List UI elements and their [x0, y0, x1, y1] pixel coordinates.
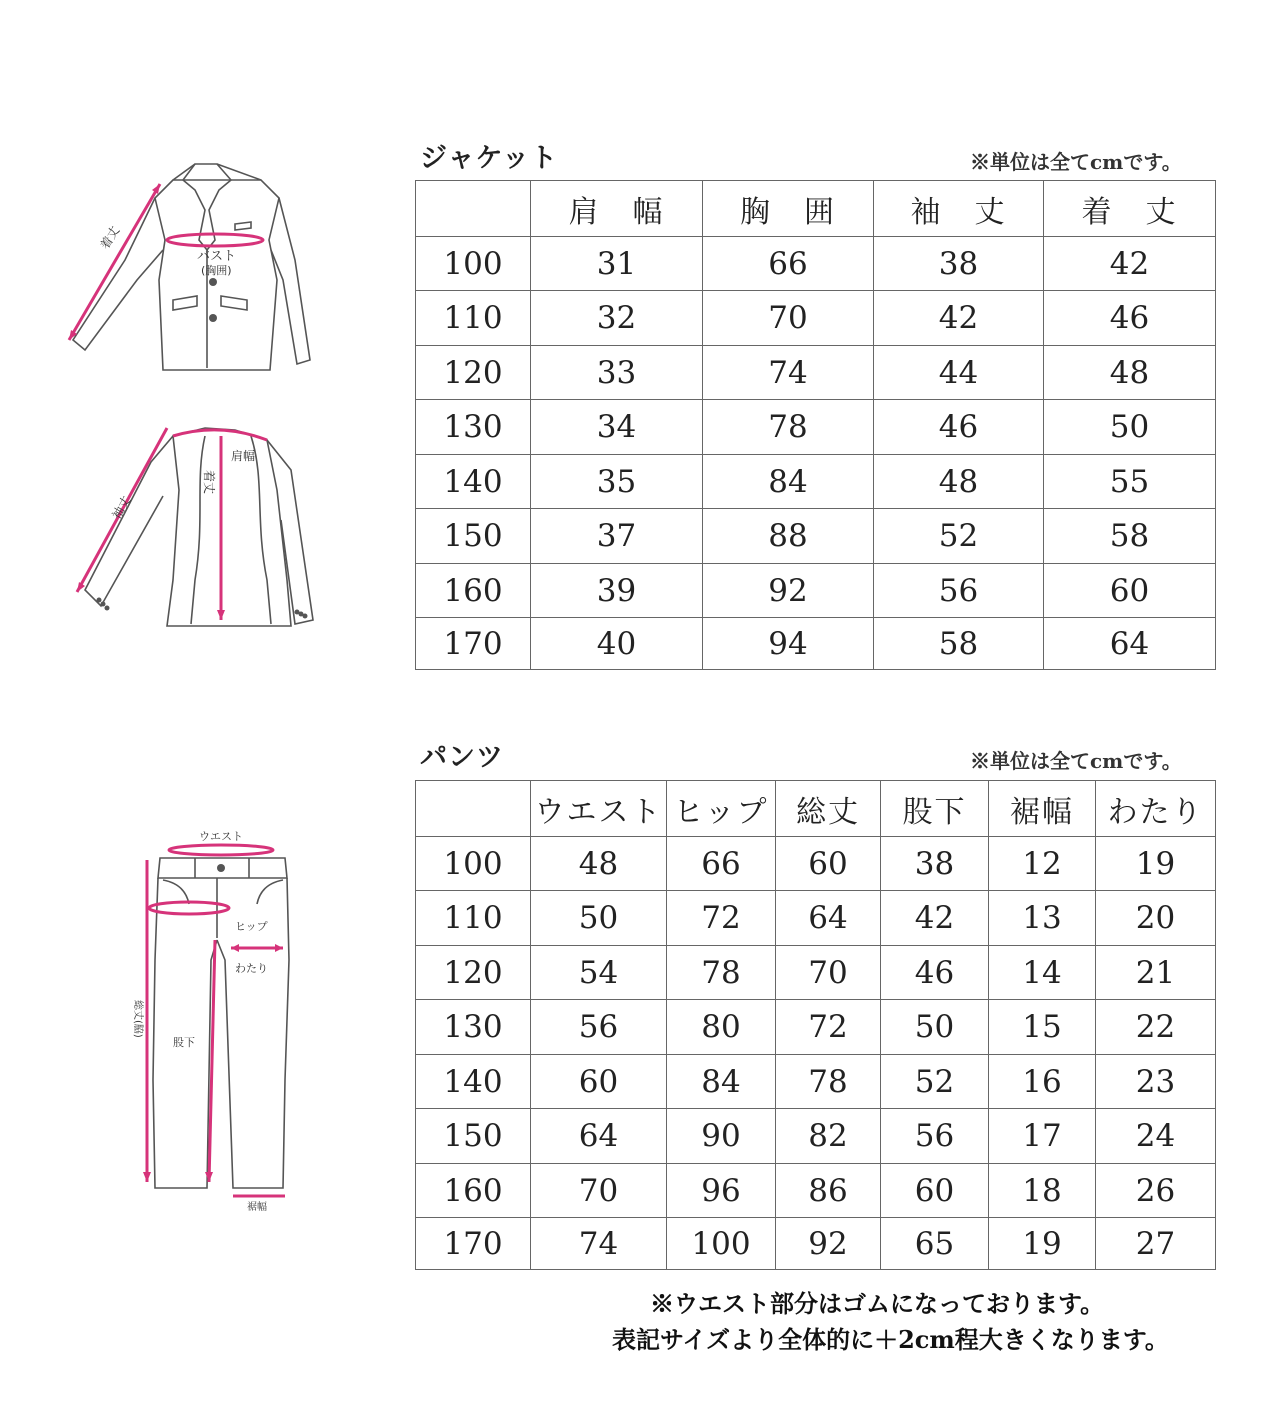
value-cell: 40 — [531, 618, 703, 670]
value-cell: 52 — [881, 1055, 989, 1109]
table-row — [416, 1000, 1216, 1055]
jacket-back-diagram — [55, 400, 325, 640]
value-cell: 19 — [1096, 837, 1216, 891]
table-row — [416, 1055, 1216, 1109]
value-cell: 50 — [881, 1000, 989, 1055]
value-cell: 74 — [531, 1218, 667, 1270]
value-cell: 64 — [531, 1109, 667, 1164]
jacket-unit-note: ※単位は全てcmです。 — [970, 150, 1182, 174]
value-cell: 84 — [703, 455, 874, 509]
value-cell: 24 — [1096, 1109, 1216, 1164]
jacket-title: ジャケット — [420, 143, 559, 174]
table-row — [416, 946, 1216, 1000]
table-row — [416, 237, 1216, 291]
size-cell: 120 — [416, 946, 531, 1000]
value-cell: 46 — [1044, 291, 1216, 346]
jacket-col-header-bust: 胸 囲 — [703, 181, 874, 237]
pants-col-header-total-length: 総丈 — [776, 781, 881, 837]
value-cell: 37 — [531, 509, 703, 564]
value-cell: 31 — [531, 237, 703, 291]
jacket-front-bust-label: バスト — [197, 249, 237, 264]
value-cell: 46 — [881, 946, 989, 1000]
value-cell: 18 — [989, 1164, 1096, 1218]
value-cell: 23 — [1096, 1055, 1216, 1109]
value-cell: 58 — [874, 618, 1044, 670]
pants-col-header-hem: 裾幅 — [989, 781, 1096, 837]
value-cell: 52 — [874, 509, 1044, 564]
jacket-col-header-sleeve: 袖 丈 — [874, 181, 1044, 237]
value-cell: 13 — [989, 891, 1096, 946]
size-cell: 160 — [416, 1164, 531, 1218]
value-cell: 92 — [776, 1218, 881, 1270]
size-cell: 140 — [416, 1055, 531, 1109]
jacket-back-shoulder-label: 肩幅 — [231, 449, 256, 463]
pants-inseam-label: 股下 — [173, 1036, 195, 1049]
value-cell: 14 — [989, 946, 1096, 1000]
pants-unit-note: ※単位は全てcmです。 — [970, 749, 1182, 773]
table-row — [416, 1109, 1216, 1164]
value-cell: 12 — [989, 837, 1096, 891]
table-row — [416, 1218, 1216, 1270]
value-cell: 50 — [531, 891, 667, 946]
value-cell: 48 — [1044, 346, 1216, 400]
value-cell: 32 — [531, 291, 703, 346]
size-cell: 120 — [416, 346, 531, 400]
jacket-header-row — [416, 181, 1216, 237]
pants-header-row — [416, 781, 1216, 837]
value-cell: 70 — [703, 291, 874, 346]
value-cell: 48 — [531, 837, 667, 891]
value-cell: 82 — [776, 1109, 881, 1164]
value-cell: 72 — [776, 1000, 881, 1055]
value-cell: 60 — [776, 837, 881, 891]
value-cell: 90 — [667, 1109, 776, 1164]
value-cell: 35 — [531, 455, 703, 509]
value-cell: 86 — [776, 1164, 881, 1218]
value-cell: 96 — [667, 1164, 776, 1218]
value-cell: 26 — [1096, 1164, 1216, 1218]
table-row — [416, 618, 1216, 670]
table-row — [416, 509, 1216, 564]
value-cell: 66 — [703, 237, 874, 291]
value-cell: 16 — [989, 1055, 1096, 1109]
value-cell: 27 — [1096, 1218, 1216, 1270]
table-row — [416, 455, 1216, 509]
pants-col-header-waist: ウエスト — [531, 781, 667, 837]
pants-title: パンツ — [420, 742, 504, 773]
size-cell: 110 — [416, 291, 531, 346]
table-row — [416, 837, 1216, 891]
value-cell: 56 — [531, 1000, 667, 1055]
value-cell: 38 — [881, 837, 989, 891]
value-cell: 60 — [881, 1164, 989, 1218]
pants-col-header-thigh: わたり — [1096, 781, 1216, 837]
size-cell: 140 — [416, 455, 531, 509]
value-cell: 42 — [874, 291, 1044, 346]
value-cell: 60 — [1044, 564, 1216, 618]
pants-col-header-size — [416, 781, 531, 837]
value-cell: 60 — [531, 1055, 667, 1109]
value-cell: 70 — [531, 1164, 667, 1218]
size-cell: 150 — [416, 509, 531, 564]
value-cell: 22 — [1096, 1000, 1216, 1055]
table-row — [416, 564, 1216, 618]
jacket-size-table — [415, 180, 1216, 670]
table-row — [416, 1164, 1216, 1218]
table-row — [416, 891, 1216, 946]
jacket-front-diagram — [55, 150, 325, 390]
pants-col-header-inseam: 股下 — [881, 781, 989, 837]
table-row — [416, 346, 1216, 400]
pants-waist-label: ウエスト — [199, 830, 243, 843]
size-cell: 100 — [416, 237, 531, 291]
value-cell: 78 — [703, 400, 874, 455]
value-cell: 44 — [874, 346, 1044, 400]
value-cell: 100 — [667, 1218, 776, 1270]
value-cell: 74 — [703, 346, 874, 400]
size-cell: 100 — [416, 837, 531, 891]
jacket-col-header-shoulder: 肩 幅 — [531, 181, 703, 237]
value-cell: 42 — [881, 891, 989, 946]
table-row — [416, 400, 1216, 455]
size-cell: 170 — [416, 618, 531, 670]
value-cell: 72 — [667, 891, 776, 946]
value-cell: 94 — [703, 618, 874, 670]
value-cell: 55 — [1044, 455, 1216, 509]
pants-col-header-hip: ヒップ — [667, 781, 776, 837]
value-cell: 56 — [881, 1109, 989, 1164]
value-cell: 64 — [1044, 618, 1216, 670]
value-cell: 64 — [776, 891, 881, 946]
size-cell: 160 — [416, 564, 531, 618]
value-cell: 65 — [881, 1218, 989, 1270]
value-cell: 34 — [531, 400, 703, 455]
value-cell: 78 — [667, 946, 776, 1000]
value-cell: 78 — [776, 1055, 881, 1109]
jacket-back-length-label: 着丈 — [202, 470, 216, 495]
size-cell: 110 — [416, 891, 531, 946]
jacket-front-sleeve-label: 着丈 — [97, 223, 123, 252]
value-cell: 50 — [1044, 400, 1216, 455]
size-cell: 130 — [416, 1000, 531, 1055]
table-row — [416, 291, 1216, 346]
value-cell: 19 — [989, 1218, 1096, 1270]
jacket-back-sleeve-label: 袖丈 — [109, 493, 134, 522]
value-cell: 70 — [776, 946, 881, 1000]
pants-size-table — [415, 780, 1216, 1270]
value-cell: 39 — [531, 564, 703, 618]
jacket-front-bust-sub-label: (胸囲) — [201, 264, 232, 277]
pants-hip-label: ヒップ — [235, 920, 268, 933]
value-cell: 56 — [874, 564, 1044, 618]
value-cell: 21 — [1096, 946, 1216, 1000]
value-cell: 17 — [989, 1109, 1096, 1164]
pants-total-length-label: 総丈(脇) — [132, 1000, 143, 1038]
pants-hem-label: 裾幅 — [247, 1202, 267, 1213]
value-cell: 15 — [989, 1000, 1096, 1055]
value-cell: 33 — [531, 346, 703, 400]
pants-note-elastic: ※ウエスト部分はゴムになっております。 — [650, 1289, 1105, 1318]
value-cell: 80 — [667, 1000, 776, 1055]
size-cell: 170 — [416, 1218, 531, 1270]
pants-note-size: 表記サイズより全体的に＋2cm程大きくなります。 — [612, 1325, 1169, 1354]
value-cell: 66 — [667, 837, 776, 891]
value-cell: 88 — [703, 509, 874, 564]
value-cell: 48 — [874, 455, 1044, 509]
value-cell: 20 — [1096, 891, 1216, 946]
value-cell: 58 — [1044, 509, 1216, 564]
value-cell: 42 — [1044, 237, 1216, 291]
size-cell: 150 — [416, 1109, 531, 1164]
value-cell: 38 — [874, 237, 1044, 291]
value-cell: 84 — [667, 1055, 776, 1109]
value-cell: 54 — [531, 946, 667, 1000]
pants-diagram — [125, 820, 305, 1220]
pants-thigh-label: わたり — [235, 962, 268, 975]
jacket-col-header-size — [416, 181, 531, 237]
value-cell: 92 — [703, 564, 874, 618]
size-cell: 130 — [416, 400, 531, 455]
jacket-col-header-length: 着 丈 — [1044, 181, 1216, 237]
value-cell: 46 — [874, 400, 1044, 455]
